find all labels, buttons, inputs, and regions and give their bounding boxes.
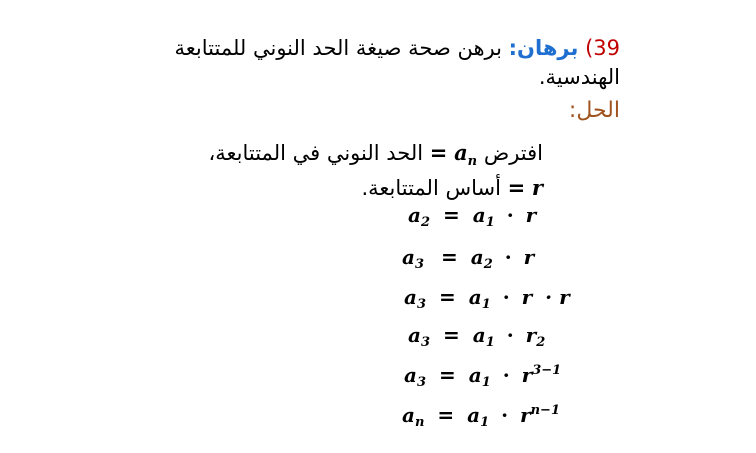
eq-lhs-subscript: 3 xyxy=(414,257,425,272)
eq-term: a xyxy=(468,285,482,309)
eq-term-subscript: 1 xyxy=(481,297,491,312)
eq-equals: = xyxy=(437,403,455,427)
eq-lhs: a xyxy=(402,403,415,427)
eq-equals: = xyxy=(440,245,458,269)
eq-lhs-subscript: 3 xyxy=(420,335,431,350)
eq-ratio: r xyxy=(520,403,531,427)
equation-line xyxy=(402,403,560,430)
assume-word: افترض xyxy=(483,141,543,165)
problem-text: برهن صحة صيغة الحد النوني للمتتابعة الهندسية. xyxy=(174,36,620,89)
equals-sign: = xyxy=(507,176,526,201)
eq-lhs: a xyxy=(404,285,417,309)
eq-term: a xyxy=(467,403,481,427)
eq-lhs: a xyxy=(404,363,417,387)
eq-multiply: · xyxy=(506,323,514,347)
eq-multiply: · xyxy=(501,403,509,427)
eq-term-subscript: 1 xyxy=(485,335,495,350)
eq-lhs-subscript: 3 xyxy=(416,297,427,312)
eq-equals: = xyxy=(438,363,456,387)
equation-line xyxy=(404,285,570,312)
eq-equals: = xyxy=(438,285,456,309)
eq-equals: = xyxy=(442,323,460,347)
eq-ratio: r xyxy=(521,285,533,309)
ratio-definition: أساس المتتابعة. xyxy=(361,176,501,201)
eq-multiply: · xyxy=(502,285,510,309)
eq-ratio-subscript: 2 xyxy=(536,335,546,350)
eq-lhs-subscript: 3 xyxy=(416,375,427,390)
nth-term-symbol: a xyxy=(454,140,468,165)
eq-term-subscript: 1 xyxy=(480,415,490,430)
eq-lhs: a xyxy=(408,323,421,347)
equation-line xyxy=(404,363,561,390)
nth-term-definition: الحد النوني في المتتابعة، xyxy=(208,141,424,165)
eq-lhs: a xyxy=(408,203,421,227)
solution-heading: الحل: xyxy=(568,98,620,123)
eq-term-subscript: 1 xyxy=(485,215,495,230)
ratio-symbol: r xyxy=(531,175,543,201)
eq-lhs-subscript: n xyxy=(414,415,425,430)
eq-ratio-exponent: n−1 xyxy=(530,403,560,418)
equation-line xyxy=(402,245,534,272)
eq-multiply: · xyxy=(504,245,512,269)
nth-term-subscript: n xyxy=(467,154,478,170)
eq-ratio: r xyxy=(521,363,533,387)
eq-term: a xyxy=(468,363,482,387)
problem-number: 39) xyxy=(585,36,620,60)
eq-term: a xyxy=(472,203,486,227)
eq-ratio-exponent: 3−1 xyxy=(532,363,562,378)
equation-line xyxy=(408,203,536,230)
eq-ratio: r xyxy=(525,203,537,227)
eq-extra-factor: · r xyxy=(545,285,570,309)
eq-multiply: · xyxy=(502,363,510,387)
equals-sign: = xyxy=(429,141,448,165)
eq-term-subscript: 2 xyxy=(483,257,493,272)
eq-term: a xyxy=(472,323,486,347)
equation-line xyxy=(408,323,545,350)
eq-ratio: r xyxy=(523,245,535,269)
eq-multiply: · xyxy=(506,203,514,227)
eq-equals: = xyxy=(442,203,460,227)
eq-term-subscript: 1 xyxy=(481,375,491,390)
problem-label: برهان: xyxy=(508,36,579,60)
eq-lhs: a xyxy=(402,245,415,269)
eq-lhs-subscript: 2 xyxy=(420,215,431,230)
eq-ratio: r xyxy=(525,323,537,347)
eq-term: a xyxy=(470,245,484,269)
